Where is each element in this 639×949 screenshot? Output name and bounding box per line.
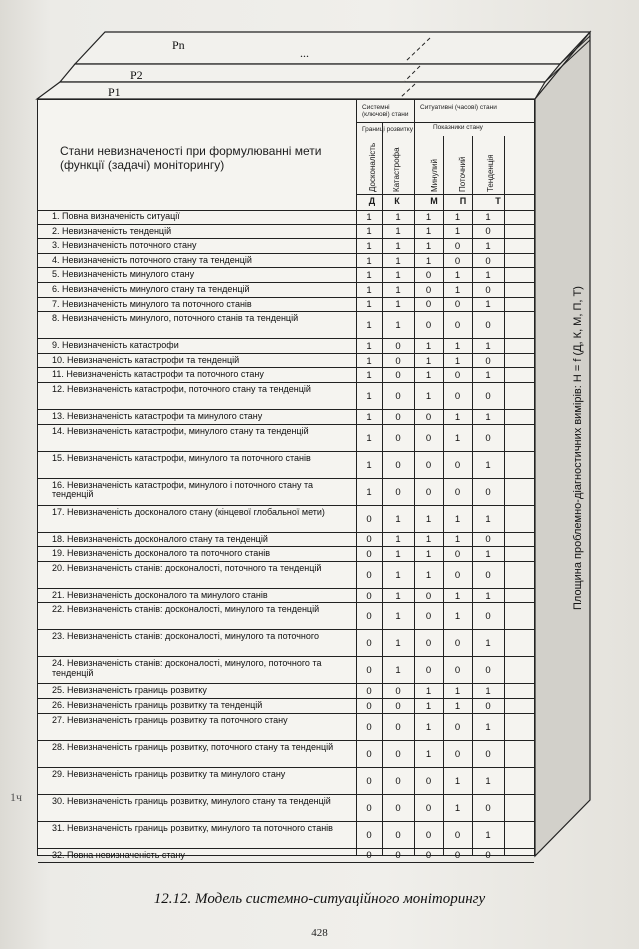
table-row <box>38 268 534 283</box>
row-value: 0 <box>395 748 401 760</box>
row-value: 1 <box>395 240 401 252</box>
row-value: 0 <box>485 255 491 267</box>
row-value: 0 <box>454 320 461 332</box>
row-label: 17. Невизначеність досконалого стану (кінцевої глобальної мети) <box>52 506 325 517</box>
table-row <box>38 410 534 425</box>
row-value: 0 <box>425 284 432 296</box>
row-value: 1 <box>454 700 461 712</box>
header-group-situational-sub: Показники стану <box>433 124 483 131</box>
row-value: 0 <box>454 638 461 650</box>
figure-caption: 12.12. Модель системно-ситуаційного моніторингу <box>153 891 486 907</box>
col-name-kat: Катастрофа <box>392 147 401 192</box>
row-label: 4. Невизначеність поточного стану та тенденцій <box>52 254 252 265</box>
row-value: 1 <box>395 513 401 525</box>
row-value: 0 <box>425 611 432 623</box>
table-row <box>38 210 534 225</box>
row-value: 0 <box>366 590 372 602</box>
header-group-system: Системні (ключові) стани <box>362 104 409 118</box>
row-label: 6. Невизначеність минулого стану та тенденцій <box>52 284 250 294</box>
row-value: 1 <box>485 459 491 471</box>
layer-label-p1: P1 <box>108 85 121 99</box>
row-value: 1 <box>485 686 491 698</box>
row-value: 1 <box>366 226 372 238</box>
row-value: 1 <box>454 355 461 367</box>
row-label: 31. Невизначеність границь розвитку, минулого та поточного станів <box>52 822 333 833</box>
row-value: 1 <box>485 829 491 841</box>
table-row <box>38 714 534 741</box>
row-value: 1 <box>366 340 372 352</box>
row-label: 28. Невизначеність границь розвитку, поточного стану та тенденцій <box>52 741 334 752</box>
row-value: 0 <box>485 226 491 238</box>
row-value: 0 <box>425 270 432 282</box>
table-row <box>38 312 534 339</box>
row-value: 0 <box>366 665 372 677</box>
row-value: 1 <box>485 211 491 223</box>
table-row <box>38 383 534 410</box>
row-value: 1 <box>366 486 372 498</box>
row-value: 0 <box>395 411 401 423</box>
table-row <box>38 239 534 254</box>
row-value: 0 <box>366 721 372 733</box>
row-value: 1 <box>366 432 372 444</box>
col-code-k: К <box>394 196 400 206</box>
table-row <box>38 283 534 298</box>
row-value: 0 <box>395 355 401 367</box>
row-label: 20. Невизначеність станів: досконалості, поточного та тенденцій <box>52 562 322 573</box>
row-value: 1 <box>395 665 401 677</box>
row-value: 0 <box>485 391 491 402</box>
row-value: 0 <box>485 802 491 814</box>
table-row <box>38 562 534 589</box>
row-value: 0 <box>425 850 432 862</box>
page-number: 428 <box>311 927 328 939</box>
row-value: 1 <box>425 226 432 238</box>
row-label: 25. Невизначеність границь розвитку <box>52 685 207 696</box>
row-value: 1 <box>485 240 491 252</box>
header-group-situational: Ситуативні (часові) стани <box>420 104 497 111</box>
row-value: 1 <box>425 700 432 712</box>
row-value: 0 <box>454 255 461 267</box>
row-value: 1 <box>454 270 461 282</box>
row-value: 1 <box>485 370 491 382</box>
row-value: 0 <box>454 829 461 841</box>
row-value: 1 <box>395 534 401 546</box>
row-value: 0 <box>366 534 372 546</box>
row-value: 1 <box>454 513 461 525</box>
row-value: 0 <box>425 486 432 498</box>
row-value: 0 <box>454 548 461 560</box>
row-label: 3. Невизначеність поточного стану <box>52 240 197 251</box>
row-value: 1 <box>395 284 401 296</box>
row-label: 11. Невизначеність катастрофи та поточного стану <box>52 369 264 380</box>
row-value: 0 <box>454 569 461 581</box>
row-value: 1 <box>454 686 461 698</box>
col-name-dosk: Досконалість <box>368 142 377 192</box>
row-value: 0 <box>395 486 401 498</box>
row-value: 1 <box>485 721 491 733</box>
row-value: 0 <box>485 665 491 677</box>
row-value: 0 <box>454 391 461 402</box>
row-value: 1 <box>425 255 432 267</box>
row-label: 19. Невизначеність досконалого та поточного станів <box>52 548 270 559</box>
row-value: 0 <box>395 802 401 814</box>
row-value: 0 <box>485 534 491 546</box>
row-value: 1 <box>454 411 461 423</box>
row-value: 0 <box>454 721 461 733</box>
layer-label-dots: ... <box>300 46 309 60</box>
table-row <box>38 506 534 533</box>
row-value: 1 <box>366 370 372 382</box>
row-value: 1 <box>395 638 401 650</box>
row-value: 0 <box>395 370 401 382</box>
col-name-min: Минулий <box>430 159 439 192</box>
table-row <box>38 547 534 562</box>
row-value: 0 <box>425 411 432 423</box>
row-value: 1 <box>454 211 461 223</box>
row-value: 1 <box>454 340 461 352</box>
row-label: 8. Невизначеність минулого, поточного станів та тенденцій <box>52 313 299 324</box>
row-value: 0 <box>395 686 401 698</box>
row-value: 1 <box>425 355 432 367</box>
row-label: 21. Невизначеність досконалого та минулого станів <box>52 589 268 600</box>
row-value: 1 <box>485 299 491 311</box>
row-label: 29. Невизначеність границь розвитку та минулого стану <box>52 768 286 779</box>
row-value: 1 <box>425 748 432 760</box>
table-row <box>38 354 534 369</box>
table-row <box>38 339 534 354</box>
table-row <box>38 298 534 313</box>
row-value: 0 <box>366 850 372 862</box>
row-value: 0 <box>395 432 401 444</box>
row-value: 0 <box>425 432 432 444</box>
row-value: 1 <box>425 513 432 525</box>
row-value: 0 <box>366 775 372 787</box>
row-value: 1 <box>395 299 401 311</box>
row-value: 1 <box>425 340 432 352</box>
row-value: 0 <box>366 802 372 814</box>
table-row <box>38 254 534 269</box>
row-value: 0 <box>425 590 432 602</box>
table-header <box>38 100 534 211</box>
row-value: 0 <box>454 370 461 382</box>
row-value: 1 <box>454 590 461 602</box>
row-value: 1 <box>485 270 491 282</box>
row-value: 1 <box>395 255 401 267</box>
row-label: 2. Невизначеність тенденцій <box>52 225 172 236</box>
uncertainty-table <box>37 99 535 862</box>
row-value: 0 <box>395 850 401 862</box>
table-row <box>38 452 534 479</box>
row-value: 0 <box>485 320 491 332</box>
row-value: 1 <box>395 226 401 238</box>
row-value: 0 <box>425 802 432 814</box>
col-code-t: Т <box>495 196 501 206</box>
table-row <box>38 822 534 849</box>
row-value: 1 <box>485 411 491 423</box>
row-value: 1 <box>425 211 432 223</box>
row-value: 1 <box>425 240 432 252</box>
row-label: 15. Невизначеність катастрофи, минулого та поточного станів <box>52 452 311 463</box>
col-name-ten: Тенденція <box>486 154 495 192</box>
row-value: 1 <box>454 226 461 238</box>
row-value: 0 <box>425 665 432 677</box>
row-value: 0 <box>425 638 432 650</box>
col-code-m: М <box>430 196 438 206</box>
row-value: 0 <box>366 569 372 581</box>
row-label: 30. Невизначеність границь розвитку, минулого стану та тенденцій <box>52 795 331 806</box>
row-value: 0 <box>454 486 461 498</box>
row-value: 1 <box>454 284 461 296</box>
row-value: 0 <box>425 829 432 841</box>
row-value: 1 <box>485 775 491 787</box>
row-label: 16. Невизначеність катастрофи, минулого і поточного стану та тенденцій <box>52 479 313 500</box>
row-value: 0 <box>395 721 401 733</box>
row-value: 1 <box>395 590 401 602</box>
col-code-p: П <box>459 196 467 206</box>
row-value: 0 <box>454 459 461 471</box>
row-value: 1 <box>485 548 491 560</box>
table-row <box>38 603 534 630</box>
row-value: 0 <box>395 775 401 787</box>
row-value: 0 <box>485 486 491 498</box>
row-value: 0 <box>366 548 372 560</box>
row-value: 1 <box>454 802 461 814</box>
row-value: 0 <box>485 284 491 296</box>
row-value: 0 <box>395 829 401 841</box>
table-row <box>38 849 534 864</box>
layer-label-pn: Pn <box>172 38 185 52</box>
row-value: 1 <box>425 569 432 581</box>
row-value: 1 <box>366 299 372 311</box>
row-value: 1 <box>485 513 491 525</box>
row-value: 0 <box>425 320 432 332</box>
row-value: 1 <box>425 391 432 402</box>
row-value: 1 <box>425 370 432 382</box>
layer-label-p2: P2 <box>130 68 143 82</box>
table-row <box>38 699 534 714</box>
row-label: 9. Невизначеність катастрофи <box>52 340 179 351</box>
row-value: 1 <box>366 270 372 282</box>
row-value: 0 <box>366 513 372 525</box>
table-row <box>38 657 534 684</box>
row-label: 1. Повна визначеність ситуації <box>52 211 180 221</box>
row-value: 0 <box>395 459 401 471</box>
row-value: 0 <box>485 569 491 581</box>
row-value: 1 <box>366 211 372 223</box>
row-value: 1 <box>395 211 401 223</box>
side-face-label: Площина проблемно-діагностичних вимірів: H = f (Д, К, М, П, Т) <box>572 286 584 610</box>
row-label: 32. Повна невизначеність стану <box>52 849 185 860</box>
table-row <box>38 425 534 452</box>
row-value: 0 <box>366 748 372 760</box>
row-value: 0 <box>366 611 372 623</box>
row-value: 1 <box>425 721 432 733</box>
row-value: 0 <box>454 748 461 760</box>
header-group-system-sub: Границі розвитку <box>362 126 413 133</box>
row-value: 1 <box>485 340 491 352</box>
row-value: 0 <box>425 299 432 311</box>
row-value: 1 <box>366 355 372 367</box>
row-label: 7. Невизначеність минулого та поточного станів <box>52 298 252 309</box>
table-row <box>38 768 534 795</box>
row-value: 1 <box>454 534 461 546</box>
table-row <box>38 630 534 657</box>
col-name-pot: Поточний <box>458 156 467 192</box>
row-value: 0 <box>454 850 461 862</box>
header-main-title: Стани невизначеності при формулюванні мети (функції (задачі) моніторингу) <box>60 144 322 172</box>
row-label: 18. Невизначеність досконалого стану та тенденцій <box>52 533 268 544</box>
table-row <box>38 225 534 240</box>
row-value: 1 <box>395 611 401 623</box>
table-row <box>38 684 534 699</box>
row-value: 1 <box>395 569 401 581</box>
row-value: 0 <box>395 700 401 712</box>
row-value: 1 <box>485 638 491 650</box>
row-value: 0 <box>454 240 461 252</box>
row-label: 14. Невизначеність катастрофи, минулого стану та тенденцій <box>52 425 309 436</box>
row-value: 1 <box>395 320 401 332</box>
row-label: 12. Невизначеність катастрофи, поточного стану та тенденцій <box>52 384 311 394</box>
row-label: 27. Невизначеність границь розвитку та поточного стану <box>52 714 288 725</box>
row-label: 10. Невизначеність катастрофи та тенденцій <box>52 354 240 365</box>
row-value: 1 <box>425 686 432 698</box>
row-value: 0 <box>395 391 401 402</box>
row-label: 24. Невизначеність станів: досконалості, минулого, поточного та тенденцій <box>52 658 322 678</box>
row-value: 1 <box>366 255 372 267</box>
row-value: 0 <box>366 686 372 698</box>
table-row <box>38 533 534 548</box>
table-row <box>38 741 534 768</box>
row-value: 1 <box>366 284 372 296</box>
row-value: 0 <box>366 829 372 841</box>
row-value: 1 <box>454 775 461 787</box>
row-value: 0 <box>485 432 491 444</box>
row-value: 1 <box>425 534 432 546</box>
row-value: 0 <box>485 355 491 367</box>
row-value: 1 <box>454 611 461 623</box>
row-value: 1 <box>366 320 372 332</box>
row-value: 0 <box>366 700 372 712</box>
row-label: 26. Невизначеність границь розвитку та тенденцій <box>52 700 263 710</box>
row-value: 1 <box>366 391 372 402</box>
row-value: 0 <box>454 665 461 677</box>
row-value: 0 <box>485 748 491 760</box>
row-label: 22. Невизначеність станів: досконалості, минулого та тенденцій <box>52 604 320 615</box>
row-value: 1 <box>454 432 461 444</box>
row-value: 1 <box>395 270 401 282</box>
row-value: 0 <box>395 340 401 352</box>
table-row <box>38 795 534 822</box>
row-value: 0 <box>485 700 491 712</box>
margin-mark: 1ч <box>10 790 23 804</box>
row-label: 5. Невизначеність минулого стану <box>52 269 195 280</box>
row-value: 1 <box>395 548 401 560</box>
table-row <box>38 368 534 383</box>
table-row <box>38 589 534 604</box>
col-code-d: Д <box>368 196 376 206</box>
row-label: 13. Невизначеність катастрофи та минулого стану <box>52 411 263 421</box>
row-label: 23. Невизначеність станів: досконалості, минулого та поточного <box>52 631 319 642</box>
row-value: 1 <box>366 411 372 423</box>
row-value: 0 <box>485 850 491 862</box>
row-value: 1 <box>366 459 372 471</box>
table-row <box>38 479 534 506</box>
row-value: 0 <box>485 611 491 623</box>
row-value: 0 <box>425 459 432 471</box>
row-value: 1 <box>366 240 372 252</box>
row-value: 0 <box>425 775 432 787</box>
row-value: 1 <box>425 548 432 560</box>
row-value: 0 <box>366 638 372 650</box>
row-value: 1 <box>485 590 491 602</box>
row-value: 0 <box>454 299 461 311</box>
